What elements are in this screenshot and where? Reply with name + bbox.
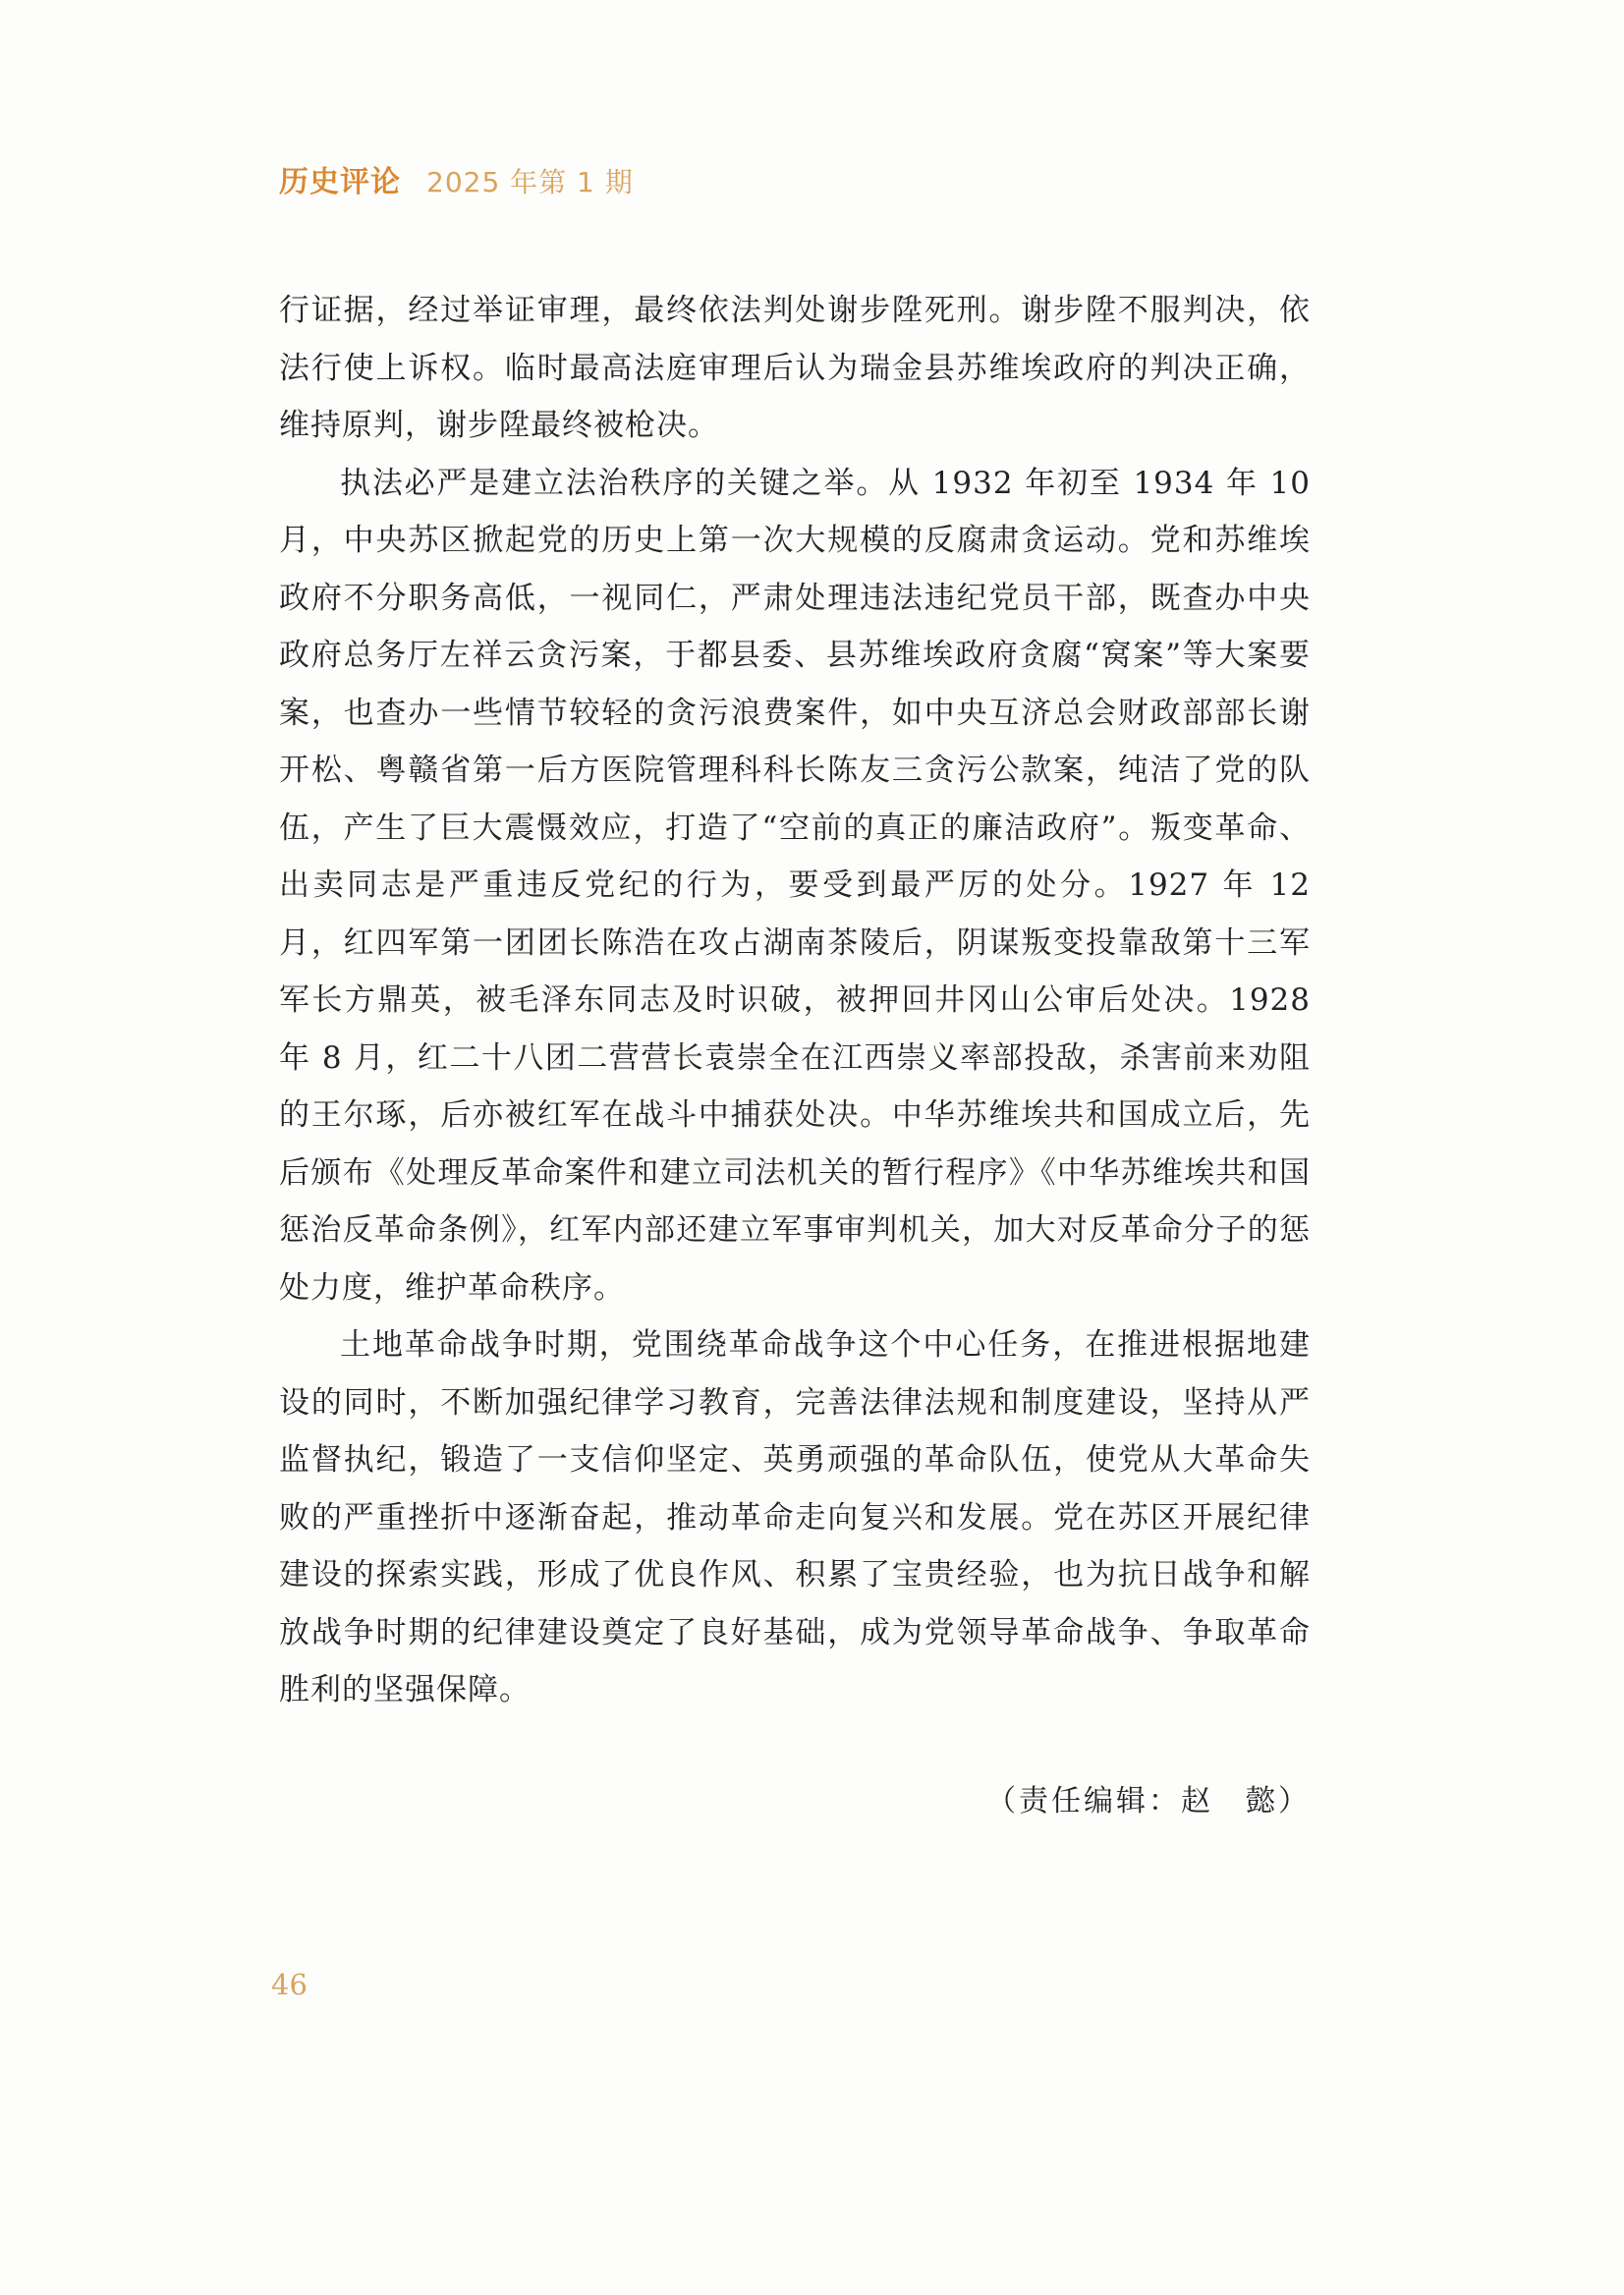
paragraph: 执法必严是建立法治秩序的关键之举。从 1932 年初至 1934 年 10 月，中央苏区掀起党的历史上第一次大规模的反腐肃贪运动。党和苏维埃政府不分职务高低，一视同仁，严肃处理违法违纪党员干部，既查办中央政府总务厅左祥云贪污案，于都县委、县苏维埃政府贪腐“窝案”等大案要案，也查办一些情节较轻的贪污浪费案件，如中央互济总会财政部部长谢开松、粤赣省第一后方医院管理科科长陈友三贪污公款案，纯洁了党的队伍，产生了巨大震慑效应，打造了“空前的真正的廉洁政府”。叛变革命、出卖同志是严重违反党纪的行为，要受到最严厉的处分。1927 年 12 月，红四军第一团团长陈浩在攻占湖南茶陵后，阴谋叛变投靠敌第十三军军长方鼎英，被毛泽东同志及时识破，被押回井冈山公审后处决。1928 年 8 月，红二十八团二营营长袁崇全在江西崇义率部投敌，杀害前来劝阻的王尔琢，后亦被红军在战斗中捕获处决。中华苏维埃共和国成立后，先后颁布《处理反革命案件和建立司法机关的暂行程序》《中华苏维埃共和国惩治反革命条例》，红军内部还建立军事审判机关，加大对反革命分子的惩处力度，维护革命秩序。 (279, 465, 1311, 1306)
journal-title: 历史评论 (279, 165, 401, 199)
running-header (279, 157, 634, 202)
responsible-editor-note: （责任编辑：赵 懿） (986, 1784, 1311, 1819)
paragraph: 土地革命战争时期，党围绕革命战争这个中心任务，在推进根据地建设的同时，不断加强纪律学习教育，完善法律法规和制度建设，坚持从严监督执纪，锻造了一支信仰坚定、英勇顽强的革命队伍，使党从大革命失败的严重挫折中逐渐奋起，推动革命走向复兴和发展。党在苏区开展纪律建设的探索实践，形成了优良作风、积累了宝贵经验，也为抗日战争和解放战争时期的纪律建设奠定了良好基础，成为党领导革命战争、争取革命胜利的坚强保障。 (279, 1327, 1311, 1707)
article-body (279, 282, 1311, 1719)
page-number: 46 (271, 1968, 308, 2001)
issue-label: 2025 年第 1 期 (426, 166, 634, 198)
paragraph-continued: 行证据，经过举证审理，最终依法判处谢步陞死刑。谢步陞不服判决，依法行使上诉权。临时最高法庭审理后认为瑞金县苏维埃政府的判决正确，维持原判，谢步陞最终被枪决。 (279, 293, 1311, 443)
